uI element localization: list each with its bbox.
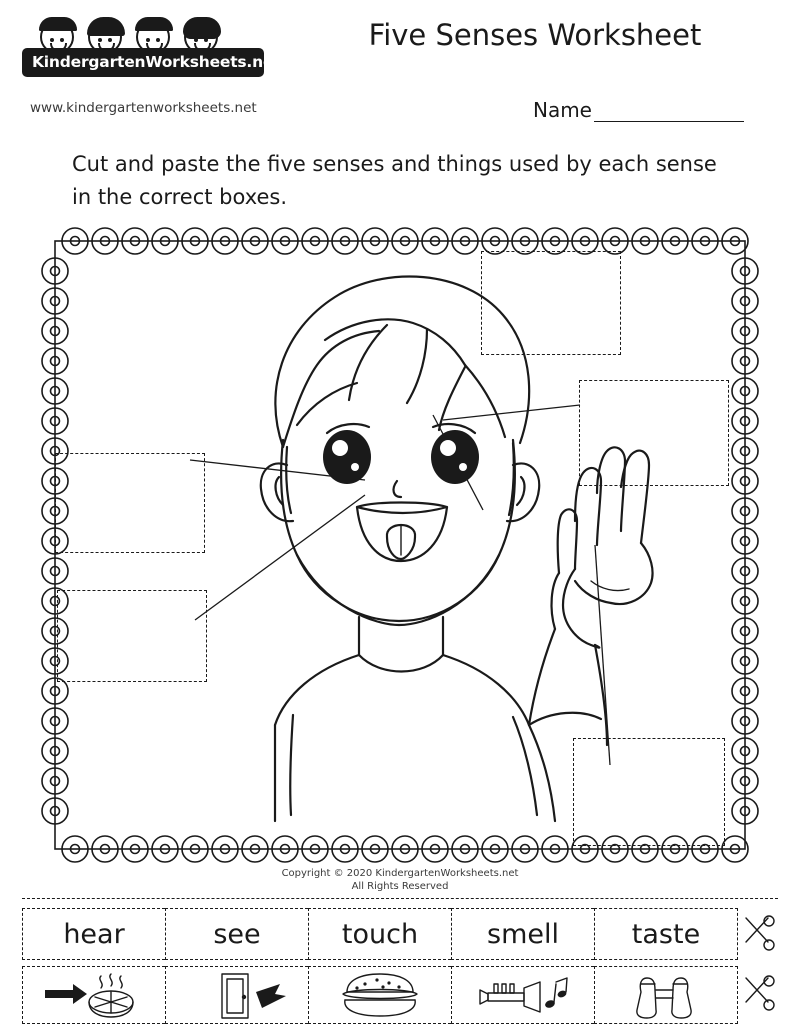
door-with-arrow-icon [182, 970, 292, 1020]
eye-left [323, 430, 371, 484]
copyright-line-2: All Rights Reserved [351, 880, 449, 892]
name-label: Name [532, 98, 592, 122]
scissors-icon-top [742, 914, 776, 954]
scissors-icon [742, 974, 776, 1014]
copyright-block [0, 868, 800, 893]
scissors-icon-bottom [742, 974, 776, 1014]
logo-wordmark-text: KindergartenWorksheets.net [32, 53, 281, 71]
raised-hand [529, 447, 653, 745]
logo-wordmark-bar [22, 48, 281, 77]
cut-word-hear[interactable]: hear [22, 908, 165, 960]
answer-box-left-lower[interactable] [57, 590, 207, 682]
cut-picture-binoculars[interactable] [594, 966, 738, 1024]
picture-strip [22, 966, 738, 1024]
name-field [533, 98, 744, 122]
instructions-text: Cut and paste the five senses and things used by each sense in the correct boxes. [72, 152, 717, 209]
answer-box-left-upper[interactable] [55, 453, 205, 553]
page-header [0, 0, 800, 130]
music-notes-icon [544, 978, 567, 1009]
answer-box-right-upper[interactable] [579, 380, 729, 486]
name-blank-line[interactable] [594, 101, 744, 122]
leader-lines [190, 405, 610, 765]
trumpet-with-notes-icon [468, 970, 578, 1020]
cut-word-see[interactable]: see [165, 908, 308, 960]
binoculars-icon [611, 970, 721, 1020]
cut-picture-door[interactable] [165, 966, 308, 1024]
pie-with-steam-icon [39, 970, 149, 1020]
answer-box-top-right[interactable] [481, 251, 621, 355]
cut-line-top [22, 898, 778, 899]
worksheet-frame [35, 225, 765, 865]
cut-word-smell[interactable]: smell [451, 908, 594, 960]
cut-picture-trumpet[interactable] [451, 966, 594, 1024]
cut-word-taste[interactable]: taste [594, 908, 738, 960]
site-url-text: www.kindergartenworksheets.net [30, 100, 257, 116]
mouth [357, 503, 447, 562]
answer-box-bottom-right[interactable] [573, 738, 725, 846]
copyright-line-1: Copyright © 2020 KindergartenWorksheets.net [281, 868, 519, 879]
cut-picture-pie[interactable] [22, 966, 165, 1024]
cut-word-touch[interactable]: touch [308, 908, 451, 960]
hamburger-icon [325, 970, 435, 1020]
eye-right [431, 430, 479, 484]
nose [394, 481, 401, 497]
word-strip [22, 908, 738, 960]
scissors-icon [742, 914, 776, 954]
site-logo[interactable] [22, 8, 284, 77]
page-title: Five Senses Worksheet [368, 18, 702, 52]
cut-picture-hamburger[interactable] [308, 966, 451, 1024]
